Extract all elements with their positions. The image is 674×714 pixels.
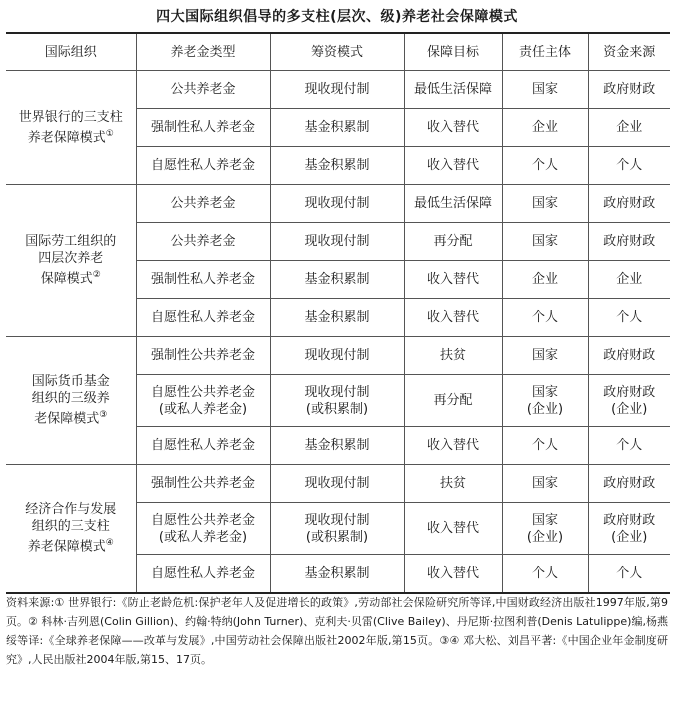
pension-type-cell [136, 375, 270, 427]
goal-cell [404, 465, 502, 503]
cell-text: 最低生活保障 [413, 82, 492, 97]
cell-text: 收入替代 [426, 272, 479, 287]
cell-text: 强制性公共养老金 [150, 348, 255, 363]
footnote-marker: ② [92, 270, 101, 281]
fund-source-cell [588, 375, 670, 427]
org-name-line: 养老保障模式 [27, 539, 106, 555]
pension-type-cell [136, 337, 270, 375]
source-note: 资料来源:① 世界银行:《防止老龄危机:保护老年人及促进增长的政策》,劳动部社会保险研究所等译,中国财政经济出版社1997年版,第9页。② 科林·吉列恩(Colin Gillion)、约翰·特纳(John Turner)、克利夫·贝雷(Clive Bailey)、丹尼斯·拉图利普(Denis Latulippe)编,杨燕绥等译:《全球养老保障——改革与发展》,中国劳动社会保障出版社2002年版,第15页。③④ 邓大松、刘昌平著:《中国企业年金制度研究》,人民出版社2004年版,第15、17页。 [6, 596, 668, 666]
cell-text: 政府财政 [603, 384, 656, 400]
cell-text: 国家 [531, 512, 558, 528]
cell-text: 个人 [531, 438, 558, 453]
cell-text: 政府财政 [603, 512, 656, 528]
fund-source-cell [588, 337, 670, 375]
funding-mode-cell [270, 223, 404, 261]
goal-cell [404, 337, 502, 375]
header-pension-type: 养老金类型 [136, 33, 270, 71]
funding-mode-cell [270, 465, 404, 503]
goal-cell [404, 375, 502, 427]
cell-text: 基金积累制 [304, 120, 370, 135]
cell-text: 国家 [531, 348, 558, 363]
cell-text: (或私人养老金) [158, 401, 248, 417]
funding-mode-cell [270, 109, 404, 147]
cell-text: 现收现付制 [304, 234, 370, 249]
cell-text: 国家 [531, 82, 558, 97]
cell-text: 现收现付制 [304, 476, 370, 491]
goal-cell [404, 299, 502, 337]
org-name-line: 保障模式 [40, 271, 93, 287]
cell-text: 政府财政 [603, 82, 656, 97]
responsible-party-cell [502, 147, 588, 185]
goal-cell [404, 503, 502, 555]
cell-text: (或积累制) [305, 529, 369, 545]
responsible-party-cell [502, 375, 588, 427]
pension-type-cell [136, 555, 270, 593]
funding-mode-cell [270, 503, 404, 555]
cell-text: 强制性私人养老金 [150, 120, 255, 135]
cell-text: 个人 [616, 158, 643, 173]
cell-text: 再分配 [433, 393, 473, 408]
cell-text: 自愿性公共养老金 [150, 512, 255, 528]
goal-cell [404, 185, 502, 223]
cell-text: 收入替代 [426, 120, 479, 135]
cell-text: 政府财政 [603, 196, 656, 211]
org-name-cell [6, 465, 136, 593]
cell-text: 强制性私人养老金 [150, 272, 255, 287]
cell-text: 政府财政 [603, 234, 656, 249]
cell-text: 现收现付制 [304, 196, 370, 211]
cell-text: 个人 [616, 565, 643, 581]
cell-text: 政府财政 [603, 348, 656, 363]
pension-type-cell [136, 503, 270, 555]
goal-cell [404, 427, 502, 465]
pension-type-cell [136, 71, 270, 109]
fund-source-cell [588, 427, 670, 465]
pension-models-table [6, 32, 670, 594]
cell-text: 企业 [616, 120, 643, 135]
goal-cell [404, 223, 502, 261]
cell-text: 企业 [616, 272, 643, 287]
org-name-line: 四层次养老 [38, 251, 104, 267]
cell-text: 现收现付制 [304, 384, 370, 400]
cell-text: 个人 [531, 158, 558, 173]
pension-type-cell [136, 147, 270, 185]
goal-cell [404, 147, 502, 185]
pension-type-cell [136, 223, 270, 261]
cell-text: 现收现付制 [304, 348, 370, 363]
footnote-marker: ① [105, 128, 114, 139]
cell-text: (或私人养老金) [158, 529, 248, 545]
fund-source-cell [588, 555, 670, 593]
fund-source-cell [588, 223, 670, 261]
org-name-cell [6, 71, 136, 185]
org-name-cell [6, 185, 136, 337]
cell-text: 企业 [531, 120, 558, 135]
cell-text: 自愿性公共养老金 [150, 384, 255, 400]
cell-text: 企业 [531, 272, 558, 287]
responsible-party-cell [502, 109, 588, 147]
funding-mode-cell [270, 261, 404, 299]
cell-text: 个人 [616, 310, 643, 325]
responsible-party-cell [502, 465, 588, 503]
table-row [6, 185, 670, 223]
funding-mode-cell [270, 427, 404, 465]
cell-text: 再分配 [433, 234, 473, 249]
cell-text: 扶贫 [439, 476, 466, 491]
responsible-party-cell [502, 555, 588, 593]
pension-type-cell [136, 299, 270, 337]
footnote-marker: ③ [99, 410, 108, 421]
responsible-party-cell [502, 503, 588, 555]
cell-text: 收入替代 [426, 310, 479, 325]
goal-cell [404, 71, 502, 109]
cell-text: 国家 [531, 234, 558, 249]
cell-text: 现收现付制 [304, 82, 370, 97]
table-title: 四大国际组织倡导的多支柱(层次、级)养老社会保障模式 [156, 9, 518, 25]
cell-text: 收入替代 [426, 158, 479, 173]
cell-text: 基金积累制 [304, 158, 370, 173]
pension-type-cell [136, 185, 270, 223]
responsible-party-cell [502, 261, 588, 299]
responsible-party-cell [502, 223, 588, 261]
cell-text: 个人 [531, 565, 558, 581]
fund-source-cell [588, 109, 670, 147]
cell-text: 公共养老金 [170, 82, 236, 97]
funding-mode-cell [270, 147, 404, 185]
cell-text: 基金积累制 [304, 272, 370, 287]
responsible-party-cell [502, 337, 588, 375]
org-name-line: 组织的三支柱 [31, 519, 110, 535]
cell-text: (企业) [611, 529, 648, 545]
fund-source-cell [588, 503, 670, 555]
responsible-party-cell [502, 71, 588, 109]
responsible-party-cell [502, 299, 588, 337]
cell-text: 国家 [531, 384, 558, 400]
cell-text: (企业) [526, 529, 564, 545]
table-row [6, 71, 670, 109]
cell-text: 基金积累制 [304, 565, 370, 581]
header-funding-mode: 筹资模式 [270, 33, 404, 71]
org-name-line: 国际货币基金 [31, 374, 110, 390]
responsible-party-cell [502, 427, 588, 465]
goal-cell [404, 109, 502, 147]
funding-mode-cell [270, 555, 404, 593]
header-goal: 保障目标 [404, 33, 502, 71]
fund-source-cell [588, 299, 670, 337]
fund-source-cell [588, 465, 670, 503]
funding-mode-cell [270, 337, 404, 375]
cell-text: (企业) [611, 401, 648, 417]
cell-text: 公共养老金 [170, 234, 236, 249]
cell-text: 最低生活保障 [413, 196, 492, 211]
fund-source-cell [588, 261, 670, 299]
org-name-line: 老保障模式 [34, 411, 100, 427]
pension-type-cell [136, 427, 270, 465]
cell-text: 公共养老金 [170, 196, 236, 211]
org-name-cell [6, 337, 136, 465]
goal-cell [404, 555, 502, 593]
header-org: 国际组织 [6, 33, 136, 71]
cell-text: 自愿性私人养老金 [150, 438, 255, 453]
header-fund-source: 资金来源 [588, 33, 670, 71]
header-row [6, 33, 670, 71]
cell-text: (企业) [526, 401, 564, 417]
funding-mode-cell [270, 299, 404, 337]
fund-source-cell [588, 71, 670, 109]
funding-mode-cell [270, 375, 404, 427]
cell-text: 收入替代 [426, 521, 479, 536]
org-name-line: 世界银行的三支柱 [18, 109, 123, 125]
cell-text: 国家 [531, 196, 558, 211]
cell-text: 自愿性私人养老金 [150, 310, 255, 325]
org-name-line: 组织的三级养 [31, 391, 110, 407]
cell-text: 收入替代 [426, 438, 479, 453]
cell-text: 个人 [616, 438, 643, 453]
table-row [6, 465, 670, 503]
pension-type-cell [136, 109, 270, 147]
cell-text: 基金积累制 [304, 310, 370, 325]
org-name-line: 国际劳工组织的 [25, 234, 117, 250]
cell-text: 自愿性私人养老金 [150, 158, 255, 173]
fund-source-cell [588, 185, 670, 223]
cell-text: 扶贫 [439, 348, 466, 363]
cell-text: 强制性公共养老金 [150, 476, 255, 491]
org-name-line: 养老保障模式 [27, 130, 106, 146]
goal-cell [404, 261, 502, 299]
pension-type-cell [136, 261, 270, 299]
funding-mode-cell [270, 185, 404, 223]
cell-text: 基金积累制 [304, 438, 370, 453]
cell-text: 收入替代 [426, 565, 479, 581]
cell-text: 政府财政 [603, 476, 656, 491]
cell-text: 现收现付制 [304, 512, 370, 528]
table-row [6, 337, 670, 375]
cell-text: (或积累制) [305, 401, 369, 417]
responsible-party-cell [502, 185, 588, 223]
pension-type-cell [136, 465, 270, 503]
cell-text: 国家 [531, 476, 558, 491]
funding-mode-cell [270, 71, 404, 109]
cell-text: 自愿性私人养老金 [150, 565, 255, 581]
fund-source-cell [588, 147, 670, 185]
org-name-line: 经济合作与发展 [25, 502, 117, 518]
header-responsible-party: 责任主体 [502, 33, 588, 71]
cell-text: 个人 [531, 310, 558, 325]
footnote-marker: ④ [105, 538, 114, 549]
